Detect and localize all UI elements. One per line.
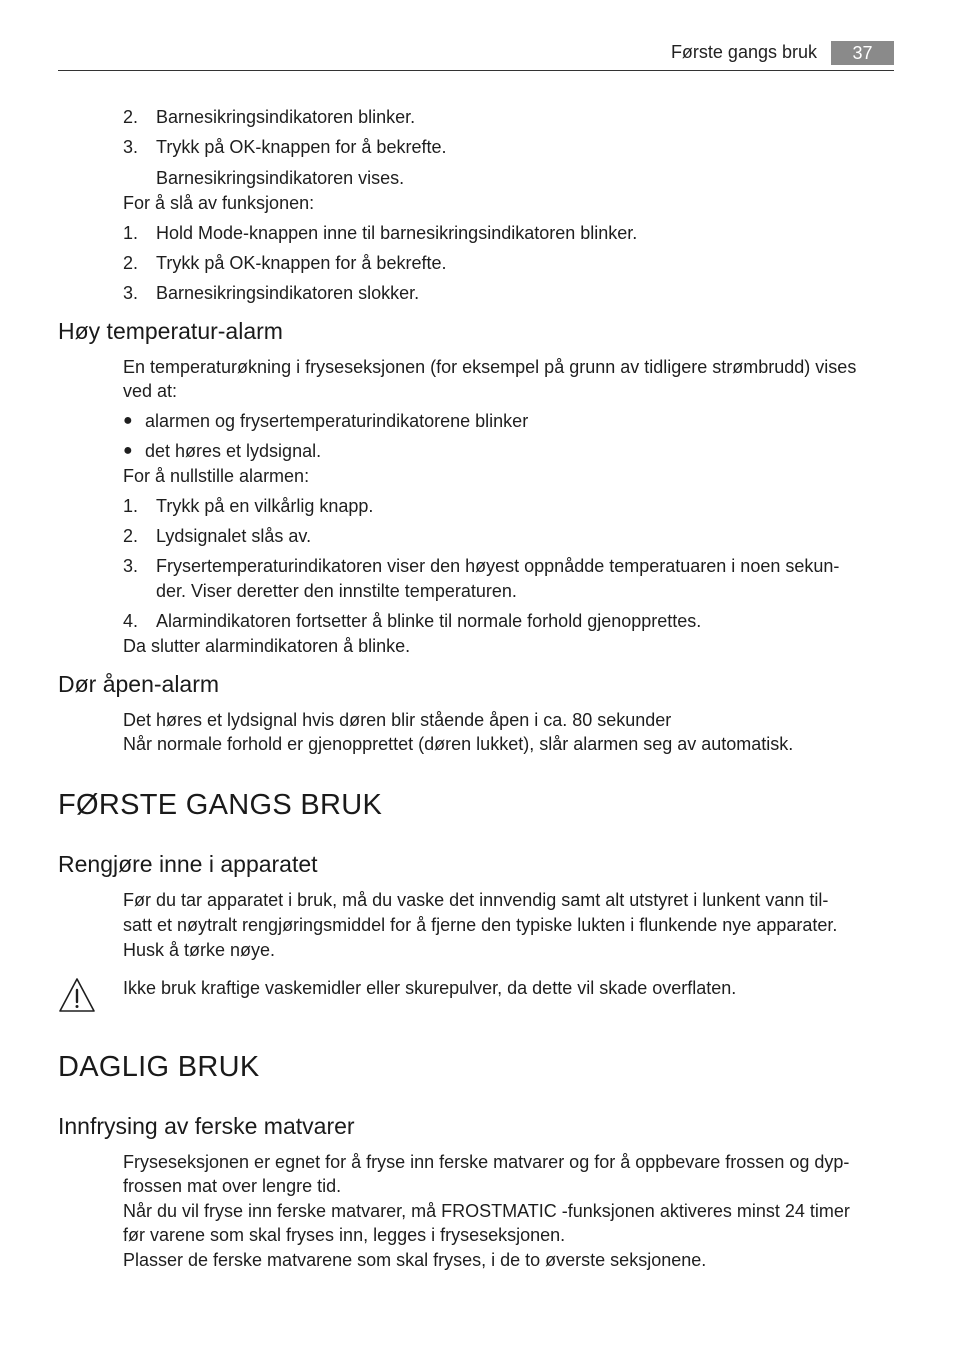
step-text: Trykk på OK-knappen for å bekrefte. <box>156 253 447 273</box>
step-text: Lydsignalet slås av. <box>156 526 312 546</box>
bullet-icon: ● <box>123 412 133 429</box>
running-header: Første gangs bruk <box>670 42 817 62</box>
paragraph-line: før varene som skal fryses inn, legges i fryseseksjonen. <box>123 1225 566 1245</box>
section-heading-freezing: Innfrysing av ferske matvarer <box>58 1113 355 1139</box>
step-number: 3. <box>123 283 139 303</box>
paragraph-line: En temperaturøkning i fryseseksjonen (for eksempel på grunn av tidligere strømbrudd) vises <box>123 357 857 377</box>
paragraph-line: Når normale forhold er gjenopprettet (døren lukket), slår alarmen seg av automatisk. <box>123 734 794 754</box>
step-number: 2. <box>123 107 139 127</box>
chapter-title-daily-use: DAGLIG BRUK <box>58 1051 260 1083</box>
paragraph-line: satt et nøytralt rengjøringsmiddel for å fjerne den typiske lukten i flunkende nye apparater. <box>123 915 838 935</box>
paragraph-line: Husk å tørke nøye. <box>123 940 276 960</box>
page-number-badge: 37 <box>831 41 894 65</box>
step-number: 2. <box>123 526 139 546</box>
outro-text: Da slutter alarmindikatoren å blinke. <box>123 636 411 656</box>
step-text: Frysertemperaturindikatoren viser den høyest oppnådde temperatuaren i noen sekun- <box>156 556 840 576</box>
off-intro: For å slå av funksjonen: <box>123 193 315 213</box>
step-text: Hold Mode-knappen inne til barnesikringsindikatoren blinker. <box>156 223 638 243</box>
warning-text: Ikke bruk kraftige vaskemidler eller skurepulver, da dette vil skade overflaten. <box>123 978 737 998</box>
warning-triangle-icon <box>58 977 96 1013</box>
step-text: Barnesikringsindikatoren slokker. <box>156 283 420 303</box>
step-text: Trykk på en vilkårlig knapp. <box>156 496 374 516</box>
paragraph-line: ved at: <box>123 381 178 401</box>
step-number: 2. <box>123 253 139 273</box>
paragraph-line: Fryseseksjonen er egnet for å fryse inn ferske matvarer og for å oppbevare frossen og dyp- <box>123 1152 850 1172</box>
bullet-text: alarmen og frysertemperaturindikatorene blinker <box>145 411 529 431</box>
section-heading-door-alarm: Dør åpen-alarm <box>58 671 220 697</box>
paragraph-line: Plasser de ferske matvarene som skal fryses, i de to øverste seksjonene. <box>123 1250 707 1270</box>
section-heading-high-temp: Høy temperatur-alarm <box>58 318 283 344</box>
section-heading-cleaning: Rengjøre inne i apparatet <box>58 851 318 877</box>
step-number: 3. <box>123 556 139 576</box>
paragraph-line: Før du tar apparatet i bruk, må du vaske det innvendig samt alt utstyret i lunkent vann til- <box>123 890 829 910</box>
step-text: Alarmindikatoren fortsetter å blinke til normale forhold gjenopprettes. <box>156 611 702 631</box>
step-number: 1. <box>123 496 139 516</box>
step-number: 3. <box>123 137 139 157</box>
step-text-cont: der. Viser deretter den innstilte temperaturen. <box>156 581 517 601</box>
bullet-text: det høres et lydsignal. <box>145 441 322 461</box>
step-text: Trykk på OK-knappen for å bekrefte. <box>156 137 447 157</box>
chapter-title-first-use: FØRSTE GANGS BRUK <box>58 789 383 821</box>
bullet-icon: ● <box>123 442 133 459</box>
header-rule <box>58 70 894 71</box>
paragraph-line: Når du vil fryse inn ferske matvarer, må FROSTMATIC -funksjonen aktiveres minst 24 timer <box>123 1201 850 1221</box>
step-number: 4. <box>123 611 139 631</box>
reset-intro: For å nullstille alarmen: <box>123 466 310 486</box>
step-text: Barnesikringsindikatoren blinker. <box>156 107 416 127</box>
paragraph-line: Det høres et lydsignal hvis døren blir stående åpen i ca. 80 sekunder <box>123 710 672 730</box>
step-number: 1. <box>123 223 139 243</box>
step-note: Barnesikringsindikatoren vises. <box>156 168 405 188</box>
paragraph-line: frossen mat over lengre tid. <box>123 1176 342 1196</box>
